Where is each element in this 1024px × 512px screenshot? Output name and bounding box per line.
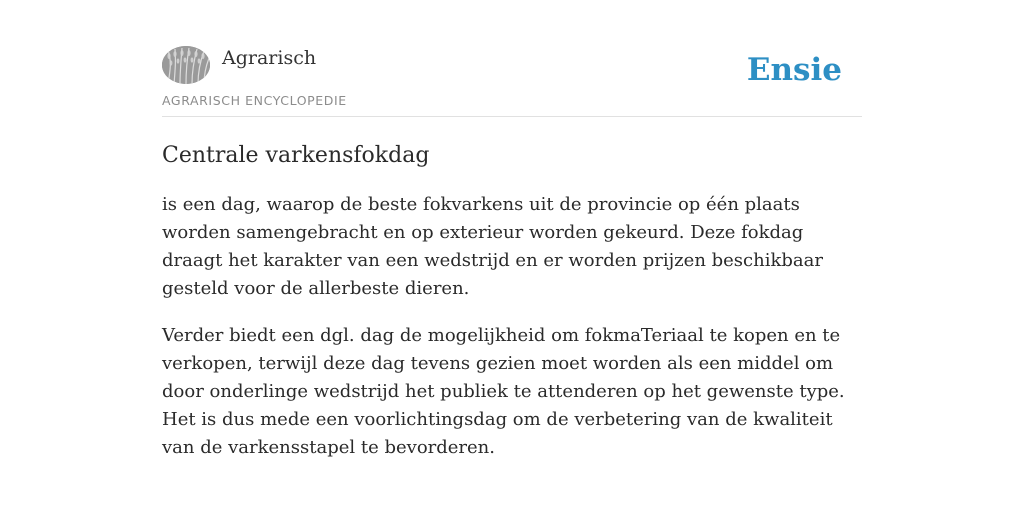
source-header (162, 44, 862, 117)
source-title[interactable]: Agrarisch (222, 47, 317, 69)
source-subtitle: AGRARISCH ENCYCLOPEDIE (162, 93, 347, 108)
wheat-icon (162, 46, 210, 84)
source-avatar[interactable] (162, 46, 210, 84)
entry-paragraph: is een dag, waarop de beste fokvarkens uit de provincie op één plaats worden samengebracht en op exterieur worden gekeurd. Deze fokdag draagt het karakter van een wedstrijd en er worden prijzen beschikbaar gesteld voor de allerbeste dieren. (162, 194, 823, 299)
page-container (162, 44, 862, 462)
entry-title: Centrale varkensfokdag (162, 143, 430, 168)
entry-paragraph: Verder biedt een dgl. dag de mogelijkheid om fokmaTeriaal te kopen en te verkopen, terwijl deze dag tevens gezien moet worden als een middel om door onderlinge wedstrijd het publiek te attenderen op het gewenste type. Het is dus mede een voorlichtingsdag om de verbetering van de kwaliteit van de varkensstapel te bevorderen. (162, 325, 845, 458)
brand-logo[interactable]: Ensie (746, 52, 842, 88)
